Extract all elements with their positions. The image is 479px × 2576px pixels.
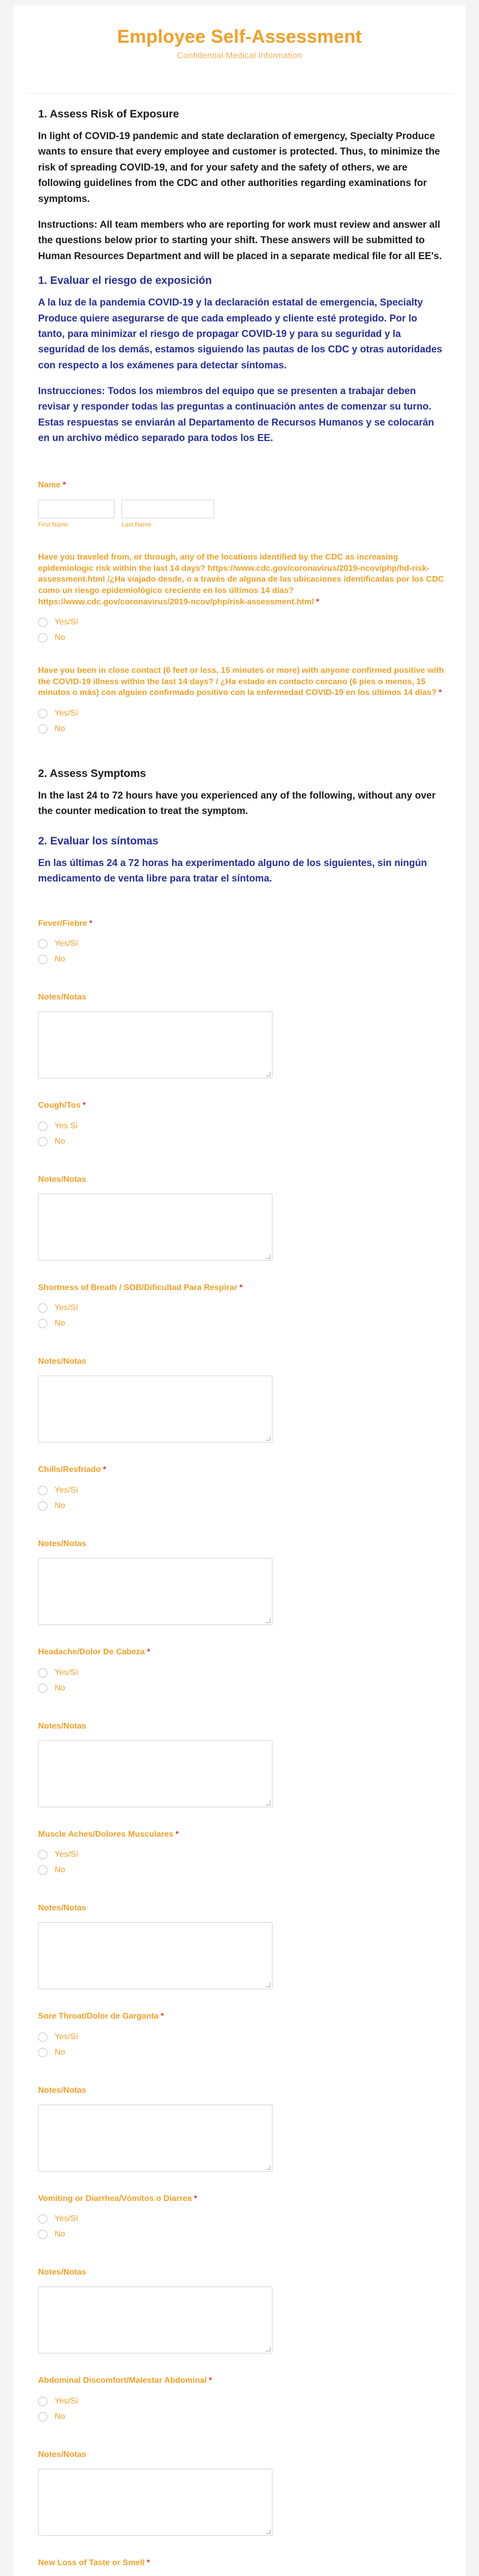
section1-heading-en: 1. Assess Risk of Exposure bbox=[38, 108, 179, 120]
notes-textarea[interactable] bbox=[38, 2469, 272, 2536]
radio-button[interactable] bbox=[38, 633, 47, 642]
radio-button[interactable] bbox=[38, 1501, 47, 1511]
symptom-label: Cough/Tos * bbox=[38, 1101, 86, 1110]
notes-textarea[interactable] bbox=[38, 1922, 272, 1989]
form-card bbox=[13, 5, 466, 2576]
radio-button[interactable] bbox=[38, 939, 47, 948]
section1-heading-es: 1. Evaluar el riesgo de exposición bbox=[38, 275, 212, 287]
radio-button[interactable] bbox=[38, 1486, 47, 1495]
symptom-option-yes[interactable]: Yes Si bbox=[38, 1118, 446, 1134]
symptom-label: Abdominal Discomfort/Malestar Abdominal * bbox=[38, 2376, 212, 2385]
form-header bbox=[26, 5, 453, 94]
symptom-option-no[interactable]: No bbox=[38, 1316, 446, 1331]
notes-label: Notes/Notas bbox=[38, 2268, 87, 2277]
notes-label: Notes/Notas bbox=[38, 2450, 87, 2459]
radio-button[interactable] bbox=[38, 1137, 47, 1146]
radio-button[interactable] bbox=[38, 2214, 47, 2224]
symptom-question bbox=[38, 918, 446, 1079]
notes-textarea[interactable] bbox=[38, 1740, 272, 1807]
radio-button[interactable] bbox=[38, 1684, 47, 1693]
radio-button[interactable] bbox=[38, 2048, 47, 2057]
radio-button[interactable] bbox=[38, 2397, 47, 2406]
notes-textarea[interactable] bbox=[38, 2286, 272, 2353]
first-name-input[interactable] bbox=[38, 500, 114, 518]
symptom-question bbox=[38, 2193, 446, 2354]
section1-intro-es: A la luz de la pandemia COVID-19 y la declaración estatal de emergencia, Specialty Produce quiere asegurarse de que cada empleado y cliente esté protegido. Por lo tanto, para minimizar el riesgo de propagar COVID-19 y para su seguridad y la seguridad de los demás, estamos siguiendo las pautas de los CDC y otras autoridades con respecto a los exámenes para detectar síntomas. bbox=[38, 297, 442, 371]
symptom-label: Muscle Aches/Dolores Musculares * bbox=[38, 1829, 179, 1839]
notes-textarea[interactable] bbox=[38, 2105, 272, 2172]
notes-label: Notes/Notas bbox=[38, 1357, 87, 1366]
symptom-option-no[interactable]: No bbox=[38, 2409, 446, 2425]
notes-label: Notes/Notas bbox=[38, 1539, 87, 1548]
notes-label: Notes/Notas bbox=[38, 1175, 87, 1184]
contact-option-yes[interactable]: Yes/Sí bbox=[38, 706, 446, 721]
symptom-label: Chills/Resfriado * bbox=[38, 1465, 107, 1475]
symptom-question bbox=[38, 1829, 446, 1990]
symptom-option-yes[interactable]: Yes/Sí bbox=[38, 936, 446, 952]
symptom-label: Headache/Dolor De Cabeza * bbox=[38, 1647, 150, 1656]
symptom-question bbox=[38, 1282, 446, 1443]
notes-textarea[interactable] bbox=[38, 1194, 272, 1261]
last-name-sublabel: Last Name bbox=[122, 521, 152, 529]
symptom-question bbox=[38, 2557, 446, 2576]
section2-heading-en: 2. Assess Symptoms bbox=[38, 767, 146, 779]
symptom-option-no[interactable]: No bbox=[38, 1498, 446, 1514]
travel-question bbox=[38, 552, 446, 646]
radio-button[interactable] bbox=[38, 1668, 47, 1677]
symptom-question bbox=[38, 1100, 446, 1261]
notes-label: Notes/Notas bbox=[38, 993, 87, 1002]
section1-instructions-en: Instructions: All team members who are reporting for work must review and answer all the questions below prior to starting your shift. These answers will be submitted to Human Resources Department and will be placed in a separate medical file for all EE's. bbox=[38, 219, 442, 262]
contact-option-no[interactable]: No bbox=[38, 721, 446, 737]
section1-intro-en: In light of COVID-19 pandemic and state declaration of emergency, Specialty Produce wants to ensure that every employee and customer is protected. Thus, to minimize the risk of spreading COVID-19, and for your safety and the safety of others, we are following guidelines from the CDC and other authorities regarding examinations for symptoms. bbox=[38, 131, 440, 205]
symptom-question bbox=[38, 2375, 446, 2536]
symptom-question bbox=[38, 1647, 446, 1807]
radio-button[interactable] bbox=[38, 1866, 47, 1875]
first-name-sublabel: First Name bbox=[38, 521, 69, 529]
symptom-option-yes[interactable]: Yes/Sí bbox=[38, 2211, 446, 2227]
symptom-option-no[interactable]: No bbox=[38, 1134, 446, 1149]
form-subtitle: Confidential Medical Information bbox=[177, 50, 302, 60]
symptom-label: New Loss of Taste or Smell * bbox=[38, 2558, 150, 2567]
symptom-label: Shortness of Breath / SOB/Dificultad Para Respirar * bbox=[38, 1283, 243, 1292]
radio-button[interactable] bbox=[38, 1303, 47, 1313]
notes-textarea[interactable] bbox=[38, 1558, 272, 1625]
radio-button[interactable] bbox=[38, 709, 47, 718]
travel-option-no[interactable]: No bbox=[38, 630, 446, 646]
section2-heading-es: 2. Evaluar los síntomas bbox=[38, 835, 159, 847]
notes-textarea[interactable] bbox=[38, 1011, 272, 1078]
radio-button[interactable] bbox=[38, 1850, 47, 1859]
radio-button[interactable] bbox=[38, 1122, 47, 1131]
radio-button[interactable] bbox=[38, 2032, 47, 2042]
symptom-option-yes[interactable]: Yes/Sí bbox=[38, 1300, 446, 1316]
symptom-label: Sore Throat/Dolor de Garganta * bbox=[38, 2012, 164, 2021]
symptom-question bbox=[38, 1464, 446, 1625]
notes-label: Notes/Notas bbox=[38, 1721, 87, 1731]
contact-question bbox=[38, 665, 446, 737]
symptom-option-yes[interactable]: Yes/Sí bbox=[38, 1665, 446, 1681]
symptom-option-yes[interactable]: Yes/Sí bbox=[38, 1483, 446, 1498]
section1-instructions-es: Instrucciones: Todos los miembros del equipo que se presenten a trabajar deben revisar y responder todas las preguntas a continuación antes de comenzar su turno. Estas respuestas se enviarán al Departamento de Recursos Humanos y se colocarán en un archivo médico separado para todos los EE. bbox=[38, 386, 434, 444]
travel-question-label: Have you traveled from, or through, any of the locations identified by the CDC as increasing epidemiologic risk within the last 14 days? https://www.cdc.gov/coronavirus/2019-ncov/php/hd-risk-assessment.html /¿Ha viajado desde, o a través de alguna de las ubicaciones identificadas por los CDC como un riesgo epidemiológico creciente en los últimos 14 días? https://www.cdc.gov/coronavirus/2019-ncov/php/risk-assessment.html * bbox=[38, 553, 444, 606]
radio-button[interactable] bbox=[38, 1319, 47, 1328]
symptom-option-yes[interactable]: Yes/Sí bbox=[38, 2029, 446, 2045]
symptom-option-no[interactable]: No bbox=[38, 1681, 446, 1696]
notes-textarea[interactable] bbox=[38, 1376, 272, 1443]
radio-button[interactable] bbox=[38, 724, 47, 734]
radio-button[interactable] bbox=[38, 618, 47, 627]
form-title: Employee Self-Assessment bbox=[117, 26, 362, 47]
symptom-option-no[interactable]: No bbox=[38, 1862, 446, 1878]
radio-button[interactable] bbox=[38, 2412, 47, 2421]
symptom-option-no[interactable]: No bbox=[38, 2227, 446, 2242]
symptom-option-yes[interactable]: Yes/Sí bbox=[38, 2394, 446, 2409]
name-label: Name * bbox=[38, 480, 66, 489]
section-symptoms bbox=[38, 768, 446, 887]
travel-option-yes[interactable]: Yes/Sí bbox=[38, 615, 446, 630]
section2-intro-en: In the last 24 to 72 hours have you experienced any of the following, without any over the counter medication to treat the symptom. bbox=[38, 790, 436, 817]
notes-label: Notes/Notas bbox=[38, 1904, 87, 1913]
notes-label: Notes/Notas bbox=[38, 2086, 87, 2095]
symptom-label: Vomiting or Diarrhea/Vómitos o Diarrea * bbox=[38, 2194, 197, 2203]
name-field bbox=[38, 480, 446, 529]
last-name-input[interactable] bbox=[122, 500, 214, 518]
symptom-option-no[interactable]: No bbox=[38, 2045, 446, 2060]
section-risk-exposure bbox=[38, 108, 446, 447]
symptom-option-yes[interactable]: Yes/Sí bbox=[38, 1847, 446, 1862]
section2-intro-es: En las últimas 24 a 72 horas ha experimentado alguno de los siguientes, sin ningún medicamento de venta libre para tratar el síntoma. bbox=[38, 857, 427, 885]
symptom-list bbox=[38, 918, 446, 2576]
radio-button[interactable] bbox=[38, 2230, 47, 2239]
form-content bbox=[13, 108, 466, 2576]
symptom-label: Fever/Fiebre * bbox=[38, 919, 93, 928]
symptom-question bbox=[38, 2011, 446, 2172]
contact-question-label: Have you been in close contact (6 feet or less, 15 minutes or more) with anyone confirmed positive with the COVID-19 illness within the last 14 days? / ¿Ha estado en contacto cercano (6 pies o menos, 15 minutos o más) con alguien confirmado positivo con la enfermedad COVID-19 en los últimos 14 días? * bbox=[38, 666, 444, 698]
symptom-option-no[interactable]: No bbox=[38, 952, 446, 967]
radio-button[interactable] bbox=[38, 955, 47, 964]
